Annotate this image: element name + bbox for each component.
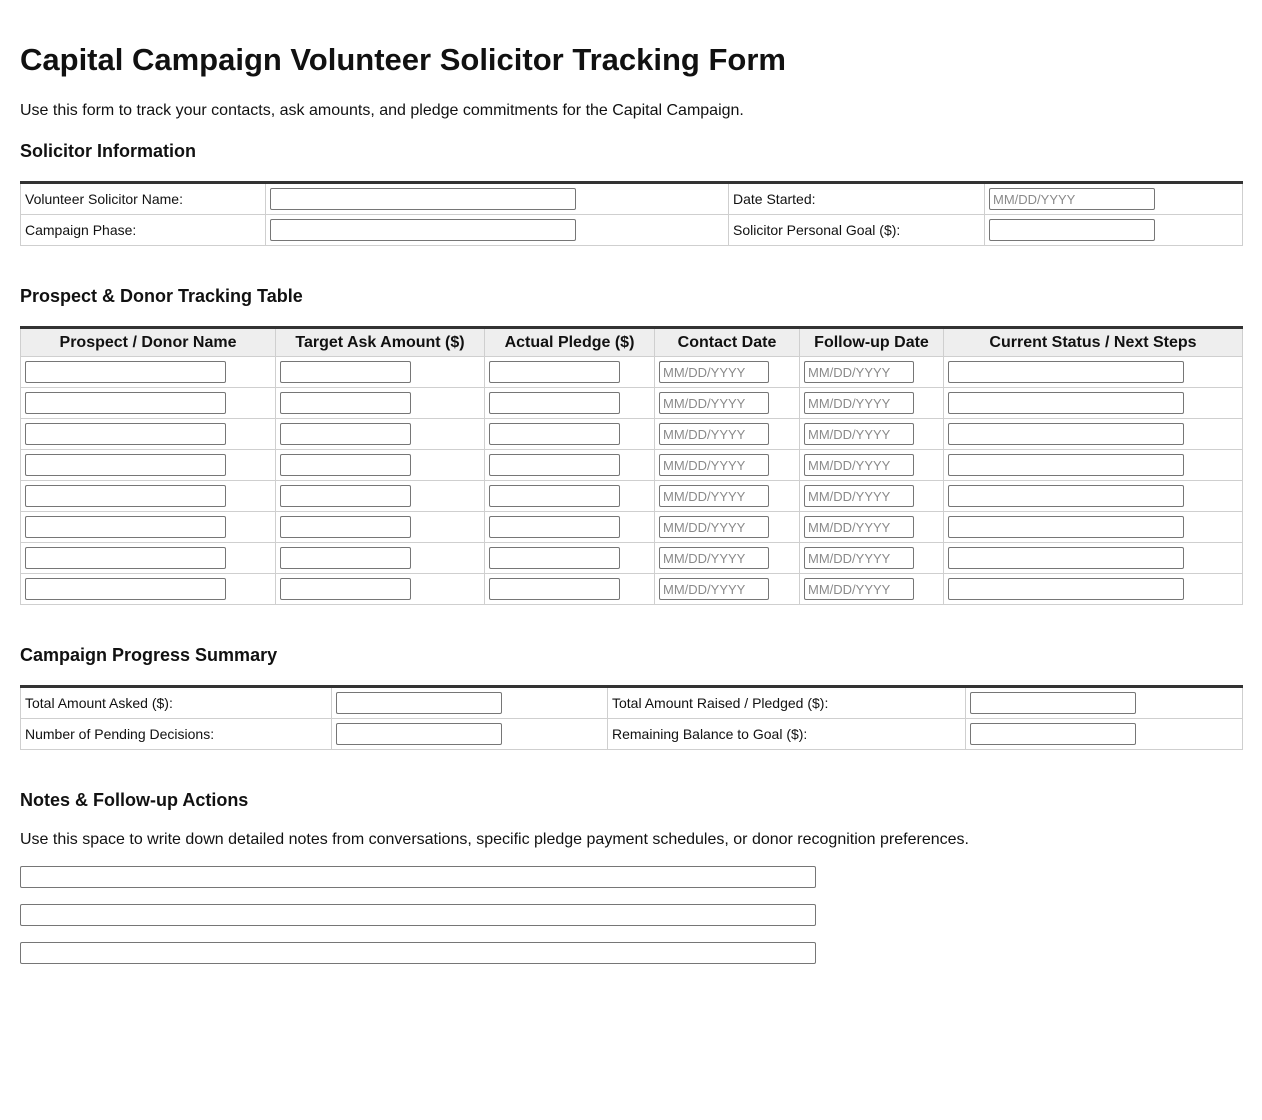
pending-decisions-input[interactable] xyxy=(336,723,502,745)
prospect-name-cell xyxy=(21,574,276,605)
solicitor-name-label: Volunteer Solicitor Name: xyxy=(21,183,266,215)
actual-pledge-input[interactable] xyxy=(489,578,620,600)
status-cell xyxy=(944,481,1243,512)
target-ask-cell xyxy=(276,574,485,605)
remaining-balance-cell xyxy=(966,719,1243,750)
contact-date-cell xyxy=(655,574,800,605)
campaign-phase-label: Campaign Phase: xyxy=(21,215,266,246)
summary-row-2 xyxy=(21,719,1243,750)
status-cell xyxy=(944,357,1243,388)
target-ask-input[interactable] xyxy=(280,454,411,476)
prospect-name-cell xyxy=(21,512,276,543)
target-ask-input[interactable] xyxy=(280,392,411,414)
contact-date-cell xyxy=(655,450,800,481)
table-row xyxy=(21,450,1243,481)
notes-instructions: Use this space to write down detailed notes from conversations, specific pledge payment schedules, or donor recognition preferences. xyxy=(20,831,969,848)
col-prospect-name: Prospect / Donor Name xyxy=(21,328,276,357)
actual-pledge-cell xyxy=(485,419,655,450)
actual-pledge-cell xyxy=(485,543,655,574)
prospect-name-cell xyxy=(21,543,276,574)
contact-date-cell xyxy=(655,512,800,543)
contact-date-input[interactable] xyxy=(659,361,769,383)
total-raised-label: Total Amount Raised / Pledged ($): xyxy=(608,687,966,719)
status-input[interactable] xyxy=(948,361,1184,383)
table-row xyxy=(21,388,1243,419)
actual-pledge-cell xyxy=(485,450,655,481)
pending-decisions-cell xyxy=(332,719,608,750)
status-input[interactable] xyxy=(948,392,1184,414)
status-cell xyxy=(944,512,1243,543)
col-actual-pledge: Actual Pledge ($) xyxy=(485,328,655,357)
notes-heading: Notes & Follow-up Actions xyxy=(20,790,249,810)
status-input[interactable] xyxy=(948,578,1184,600)
solicitor-name-cell xyxy=(266,183,729,215)
actual-pledge-input[interactable] xyxy=(489,361,620,383)
target-ask-input[interactable] xyxy=(280,485,411,507)
table-row xyxy=(21,574,1243,605)
status-cell xyxy=(944,450,1243,481)
target-ask-cell xyxy=(276,543,485,574)
followup-date-input[interactable] xyxy=(804,578,914,600)
followup-date-input[interactable] xyxy=(804,547,914,569)
followup-date-cell xyxy=(800,543,944,574)
table-row xyxy=(21,543,1243,574)
contact-date-input[interactable] xyxy=(659,516,769,538)
actual-pledge-input[interactable] xyxy=(489,423,620,445)
target-ask-cell xyxy=(276,419,485,450)
notes-line-input[interactable] xyxy=(20,942,816,964)
total-asked-label: Total Amount Asked ($): xyxy=(21,687,332,719)
table-row xyxy=(21,419,1243,450)
followup-date-input[interactable] xyxy=(804,423,914,445)
intro-text: Use this form to track your contacts, ask amounts, and pledge commitments for the Capital Campaign. xyxy=(20,102,744,119)
contact-date-cell xyxy=(655,388,800,419)
solicitor-info-table xyxy=(20,181,1243,246)
remaining-balance-input[interactable] xyxy=(970,723,1136,745)
prospect-name-cell xyxy=(21,357,276,388)
solicitor-heading: Solicitor Information xyxy=(20,141,197,161)
actual-pledge-cell xyxy=(485,512,655,543)
total-raised-cell xyxy=(966,687,1243,719)
col-status: Current Status / Next Steps xyxy=(944,328,1243,357)
table-row xyxy=(21,512,1243,543)
summary-heading: Campaign Progress Summary xyxy=(20,645,278,665)
status-input[interactable] xyxy=(948,454,1184,476)
target-ask-cell xyxy=(276,450,485,481)
prospect-name-input[interactable] xyxy=(25,423,226,445)
followup-date-cell xyxy=(800,419,944,450)
contact-date-cell xyxy=(655,357,800,388)
followup-date-cell xyxy=(800,481,944,512)
actual-pledge-input[interactable] xyxy=(489,392,620,414)
target-ask-input[interactable] xyxy=(280,578,411,600)
followup-date-cell xyxy=(800,512,944,543)
tracking-table xyxy=(20,326,1243,605)
prospect-name-cell xyxy=(21,450,276,481)
total-asked-input[interactable] xyxy=(336,692,502,714)
campaign-phase-cell xyxy=(266,215,729,246)
status-cell xyxy=(944,388,1243,419)
prospect-name-input[interactable] xyxy=(25,454,226,476)
actual-pledge-cell xyxy=(485,357,655,388)
status-input[interactable] xyxy=(948,547,1184,569)
actual-pledge-input[interactable] xyxy=(489,454,620,476)
table-row xyxy=(21,481,1243,512)
status-cell xyxy=(944,419,1243,450)
tracking-body xyxy=(21,357,1243,605)
total-asked-cell xyxy=(332,687,608,719)
target-ask-cell xyxy=(276,512,485,543)
notes-lines xyxy=(20,866,1242,964)
contact-date-input[interactable] xyxy=(659,392,769,414)
summary-table xyxy=(20,685,1243,750)
col-contact-date: Contact Date xyxy=(655,328,800,357)
contact-date-input[interactable] xyxy=(659,485,769,507)
contact-date-input[interactable] xyxy=(659,547,769,569)
followup-date-cell xyxy=(800,450,944,481)
status-input[interactable] xyxy=(948,423,1184,445)
prospect-name-input[interactable] xyxy=(25,361,226,383)
tracking-header-row xyxy=(21,328,1243,357)
contact-date-input[interactable] xyxy=(659,454,769,476)
solicitor-row-2 xyxy=(21,215,1243,246)
followup-date-input[interactable] xyxy=(804,485,914,507)
total-raised-input[interactable] xyxy=(970,692,1136,714)
personal-goal-cell xyxy=(985,215,1243,246)
date-started-cell xyxy=(985,183,1243,215)
col-followup-date: Follow-up Date xyxy=(800,328,944,357)
contact-date-input[interactable] xyxy=(659,578,769,600)
notes-line-input[interactable] xyxy=(20,866,816,888)
target-ask-cell xyxy=(276,357,485,388)
personal-goal-input[interactable] xyxy=(989,219,1155,241)
followup-date-input[interactable] xyxy=(804,392,914,414)
followup-date-cell xyxy=(800,574,944,605)
status-input[interactable] xyxy=(948,516,1184,538)
target-ask-cell xyxy=(276,388,485,419)
prospect-name-cell xyxy=(21,481,276,512)
contact-date-cell xyxy=(655,419,800,450)
followup-date-cell xyxy=(800,357,944,388)
summary-row-1 xyxy=(21,687,1243,719)
followup-date-input[interactable] xyxy=(804,361,914,383)
actual-pledge-input[interactable] xyxy=(489,485,620,507)
personal-goal-label: Solicitor Personal Goal ($): xyxy=(729,215,985,246)
prospect-name-input[interactable] xyxy=(25,547,226,569)
status-input[interactable] xyxy=(948,485,1184,507)
actual-pledge-cell xyxy=(485,481,655,512)
remaining-balance-label: Remaining Balance to Goal ($): xyxy=(608,719,966,750)
prospect-name-input[interactable] xyxy=(25,516,226,538)
followup-date-cell xyxy=(800,388,944,419)
table-row xyxy=(21,357,1243,388)
actual-pledge-input[interactable] xyxy=(489,547,620,569)
solicitor-name-input[interactable] xyxy=(270,188,576,210)
prospect-name-cell xyxy=(21,388,276,419)
pending-decisions-label: Number of Pending Decisions: xyxy=(21,719,332,750)
status-cell xyxy=(944,574,1243,605)
target-ask-input[interactable] xyxy=(280,516,411,538)
page-title: Capital Campaign Volunteer Solicitor Tracking Form xyxy=(20,42,786,77)
target-ask-input[interactable] xyxy=(280,423,411,445)
target-ask-input[interactable] xyxy=(280,547,411,569)
target-ask-input[interactable] xyxy=(280,361,411,383)
contact-date-cell xyxy=(655,481,800,512)
tracking-heading: Prospect & Donor Tracking Table xyxy=(20,286,303,306)
prospect-name-input[interactable] xyxy=(25,485,226,507)
notes-line-input[interactable] xyxy=(20,904,816,926)
status-cell xyxy=(944,543,1243,574)
contact-date-input[interactable] xyxy=(659,423,769,445)
prospect-name-input[interactable] xyxy=(25,578,226,600)
contact-date-cell xyxy=(655,543,800,574)
solicitor-row-1 xyxy=(21,183,1243,215)
prospect-name-input[interactable] xyxy=(25,392,226,414)
actual-pledge-cell xyxy=(485,388,655,419)
followup-date-input[interactable] xyxy=(804,516,914,538)
campaign-phase-input[interactable] xyxy=(270,219,576,241)
col-target-ask: Target Ask Amount ($) xyxy=(276,328,485,357)
actual-pledge-cell xyxy=(485,574,655,605)
date-started-input[interactable] xyxy=(989,188,1155,210)
followup-date-input[interactable] xyxy=(804,454,914,476)
target-ask-cell xyxy=(276,481,485,512)
prospect-name-cell xyxy=(21,419,276,450)
actual-pledge-input[interactable] xyxy=(489,516,620,538)
date-started-label: Date Started: xyxy=(729,183,985,215)
